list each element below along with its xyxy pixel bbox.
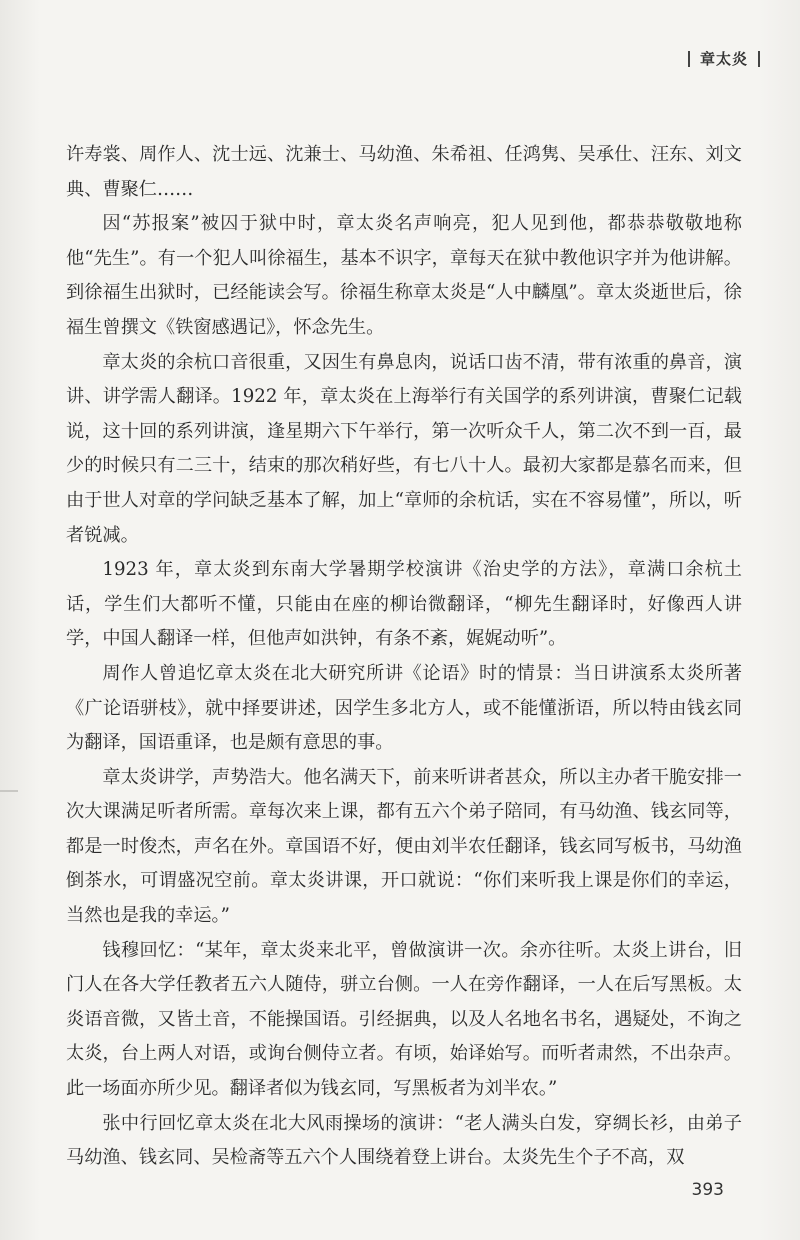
paragraph: 周作人曾追忆章太炎在北大研究所讲《论语》时的情景：当日讲演系太炎所著《广论语骈枝》，就中择要讲述，因学生多北方人，或不能懂浙语，所以特由钱玄同为翻译，国语重译，也是颇有意思的事。	[66, 662, 742, 754]
paragraph: 1923 年，章太炎到东南大学暑期学校演讲《治史学的方法》，章满口余杭土话，学生们大都听不懂，只能由在座的柳诒微翻译，“柳先生翻译时，好像西人讲学，中国人翻译一样，但他声如洪钟，有条不紊，娓娓动听”。	[66, 559, 742, 650]
running-head	[688, 48, 760, 69]
paragraph-continued: 许寿裳、周作人、沈士远、沈兼士、马幼渔、朱希祖、任鸿隽、吴承仕、汪东、刘文典、曹聚仁……	[66, 144, 742, 200]
paragraph: 章太炎讲学，声势浩大。他名满天下，前来听讲者甚众，所以主办者干脆安排一次大课满足听者所需。章每次来上课，都有五六个弟子陪同，有马幼渔、钱玄同等，都是一时俊杰，声名在外。章国语不好，便由刘半农任翻译，钱玄同写板书，马幼渔倒茶水，可谓盛况空前。章太炎讲课，开口就说：“你们来听我上课是你们的幸运，当然也是我的幸运。”	[66, 766, 742, 927]
body-text	[66, 138, 742, 1176]
page-number: 393	[691, 1180, 724, 1200]
paragraph: 章太炎的余杭口音很重，又因生有鼻息肉，说话口齿不清，带有浓重的鼻音，演讲、讲学需人翻译。1922 年，章太炎在上海举行有关国学的系列讲演，曹聚仁记载说，这十回的系列讲演，逢星期六下午举行，第一次听众千人，第二次不到一百，最少的时候只有二三十，结束的那次稍好些，有七八十人。最初大家都是慕名而来，但由于世人对章的学问缺乏基本了解，加上“章师的余杭话，实在不容易懂”，所以，听者锐减。	[66, 351, 742, 546]
page-edge-mark	[0, 790, 18, 792]
paragraph: 张中行回忆章太炎在北大风雨操场的演讲：“老人满头白发，穿绸长衫，由弟子马幼渔、钱玄同、吴检斋等五六个人围绕着登上讲台。太炎先生个子不高，双	[66, 1112, 742, 1169]
running-head-right-rule	[758, 51, 760, 67]
running-head-left-rule	[688, 51, 690, 67]
running-head-title: 章太炎	[699, 50, 748, 68]
paragraph: 钱穆回忆：“某年，章太炎来北平，曾做演讲一次。余亦往听。太炎上讲台，旧门人在各大学任教者五六人随侍，骈立台侧。一人在旁作翻译，一人在后写黑板。太炎语音微，又皆土音，不能操国语。引经据典，以及人名地名书名，遇疑处，不询之太炎，台上两人对语，或询台侧侍立者。有顷，始译始写。而听者肃然，不出杂声。此一场面亦所少见。翻译者似为钱玄同，写黑板者为刘半农。”	[66, 939, 742, 1100]
paragraph: 因“苏报案”被囚于狱中时，章太炎名声响亮，犯人见到他，都恭恭敬敬地称他“先生”。有一个犯人叫徐福生，基本不识字，章每天在狱中教他识字并为他讲解。到徐福生出狱时，已经能读会写。徐福生称章太炎是“人中麟凰”。章太炎逝世后，徐福生曾撰文《铁窗感遇记》，怀念先生。	[66, 213, 742, 338]
